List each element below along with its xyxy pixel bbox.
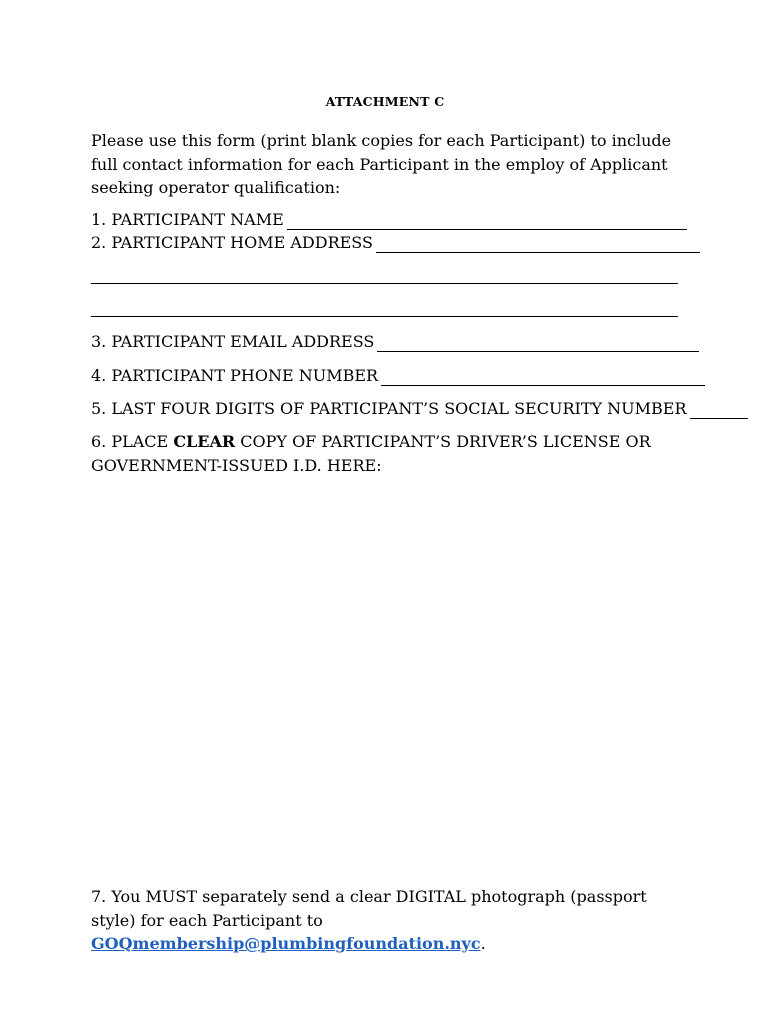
ssn-blank[interactable] [690,404,748,419]
ssn-row [91,399,748,419]
home-address-blank[interactable] [376,238,700,253]
phone-number-row [91,366,705,386]
home-address-label: 2. PARTICIPANT HOME ADDRESS [91,233,373,252]
email-address-blank[interactable] [377,337,699,352]
home-address-line-3[interactable] [91,316,678,317]
phone-number-blank[interactable] [381,371,705,386]
photo-instruction-text: 7. You MUST separately send a clear DIGITAL photograph (passport style) for each Participant to [91,887,647,930]
photo-instruction [91,885,691,956]
id-instruction-end: COPY OF PARTICIPANT’S DRIVER’S LICENSE OR GOVERNMENT-ISSUED I.D. HERE: [91,432,651,475]
intro-paragraph: Please use this form (print blank copies for each Participant) to include full contact information for each Participant in the employ of Applicant seeking operator qualification: [91,131,672,197]
email-address-label: 3. PARTICIPANT EMAIL ADDRESS [91,332,375,351]
phone-number-label: 4. PARTICIPANT PHONE NUMBER [91,366,379,385]
home-address-line-2[interactable] [91,283,678,284]
participant-name-label: 1. PARTICIPANT NAME [91,210,284,229]
email-address-row [91,332,699,352]
participant-name-row [91,210,687,230]
page-title: ATTACHMENT C [325,94,445,109]
id-instruction-emphasis: CLEAR [173,432,236,451]
home-address-row [91,233,700,253]
ssn-label: 5. LAST FOUR DIGITS OF PARTICIPANT’S SOCIAL SECURITY NUMBER [91,399,687,418]
participant-name-blank[interactable] [287,215,687,230]
id-instruction [91,430,691,477]
id-instruction-start: 6. PLACE [91,432,174,451]
photo-instruction-suffix: . [480,934,486,953]
contact-email-link[interactable]: GOQmembership@plumbingfoundation.nyc [91,934,481,953]
